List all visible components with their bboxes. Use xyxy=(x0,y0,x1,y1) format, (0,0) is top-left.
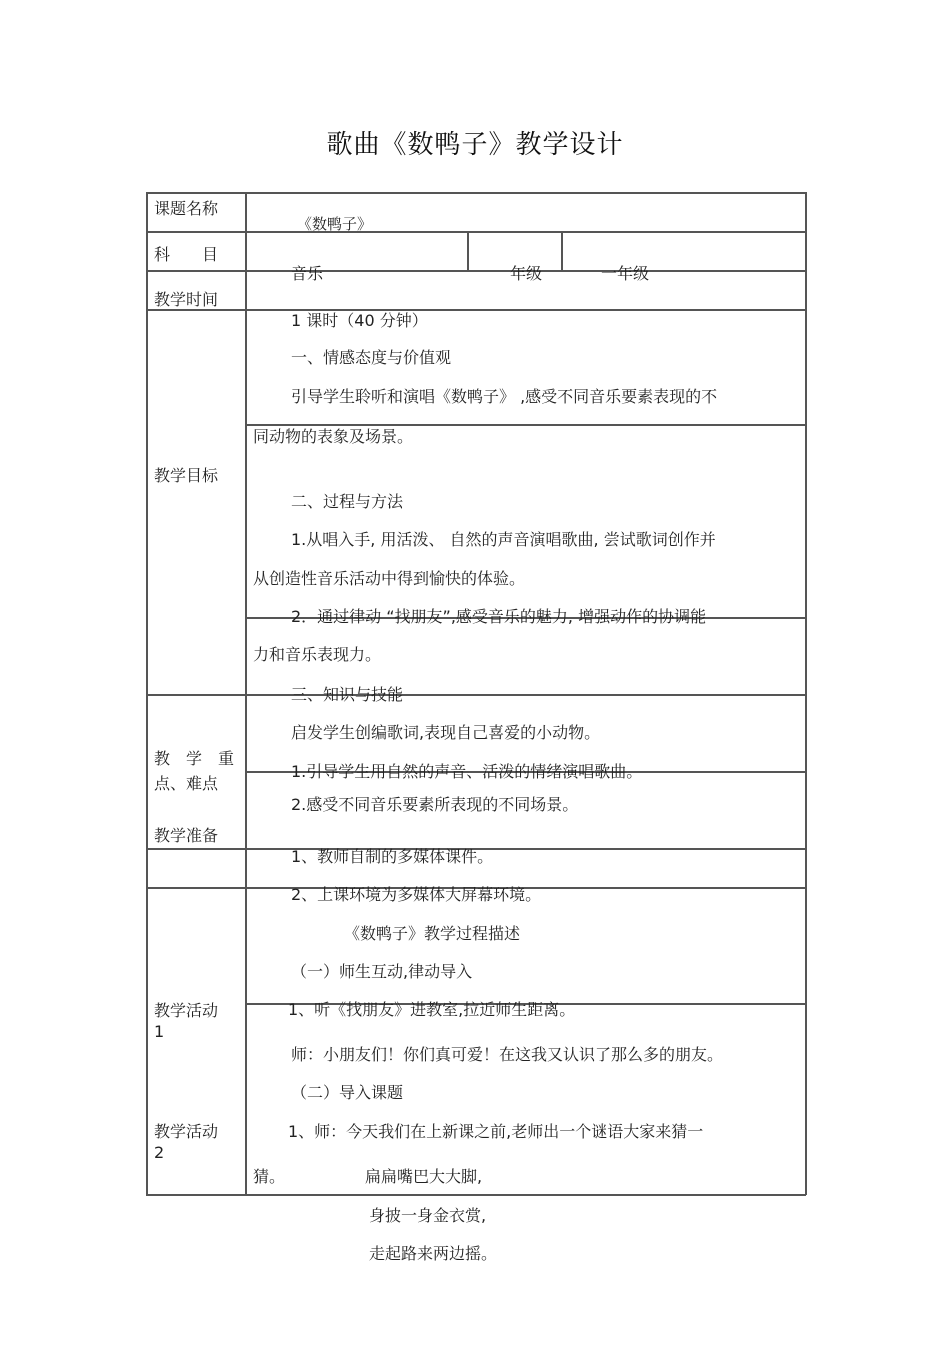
page-title: 歌曲《数鸭子》教学设计 xyxy=(326,130,624,160)
goal-text: 引导学生聆听和演唱《数鸭子》 ,感受不同音乐要素表现的不 xyxy=(291,387,718,406)
goal-text: 启发学生创编歌词,表现自己喜爱的小动物。 xyxy=(291,723,601,742)
course-name-value: 《数鸭子》 xyxy=(297,215,373,233)
riddle-line: 扁扁嘴巴大大脚, xyxy=(365,1167,483,1186)
goal-text: 力和音乐表现力。 xyxy=(253,645,382,664)
label-activity-1-num: 1 xyxy=(154,1022,165,1041)
process-text: 1、听《找朋友》进教室,拉近师生距离。 xyxy=(288,1000,576,1019)
prep-text: 2、上课环境为多媒体大屏幕环境。 xyxy=(291,885,542,904)
table-column-rule xyxy=(245,192,247,1195)
grade-label: 年级 xyxy=(510,264,543,283)
goal-text: 同动物的表象及场景。 xyxy=(253,427,414,446)
prep-text: 1、教师自制的多媒体课件。 xyxy=(291,847,494,866)
goal-text: 从创造性音乐活动中得到愉快的体验。 xyxy=(253,569,526,588)
subject-value: 音乐 xyxy=(291,264,324,283)
table-column-rule xyxy=(467,231,469,271)
goal-text: 2．通过律动 “找朋友”,感受音乐的魅力, 增强动作的协调能 xyxy=(291,607,707,626)
table-border-left xyxy=(146,192,148,1195)
key-point-text: 1.引导学生用自然的声音、活泼的情绪演唱歌曲。 xyxy=(291,762,643,781)
label-goals: 教学目标 xyxy=(154,466,219,485)
process-text: 猜。 xyxy=(253,1167,286,1186)
label-key-points: 教 学 重 xyxy=(154,749,235,768)
riddle-line: 走起路来两边摇。 xyxy=(369,1244,498,1263)
goal-heading-1: 一、情感态度与价值观 xyxy=(291,348,452,367)
time-value: 1 课时（40 分钟） xyxy=(291,311,428,330)
process-section: （二）导入课题 xyxy=(291,1083,404,1102)
process-section: （一）师生互动,律动导入 xyxy=(291,962,473,981)
label-time: 教学时间 xyxy=(154,290,219,309)
label-key-points-cont: 点、难点 xyxy=(154,774,219,793)
process-text: 1、师：今天我们在上新课之前,老师出一个谜语大家来猜一 xyxy=(288,1122,704,1141)
riddle-line: 身披一身金衣赏, xyxy=(369,1206,487,1225)
grade-value: 一年级 xyxy=(601,264,650,283)
label-activity-1: 教学活动 xyxy=(154,1001,219,1020)
goal-heading-3: 三、知识与技能 xyxy=(291,685,404,704)
goal-heading-2: 二、过程与方法 xyxy=(291,492,404,511)
process-text: 师：小朋友们！你们真可爱！在这我又认识了那么多的朋友。 xyxy=(291,1045,724,1064)
process-heading: 《数鸭子》教学过程描述 xyxy=(344,924,521,943)
table-column-rule xyxy=(561,231,563,271)
label-activity-2-num: 2 xyxy=(154,1143,165,1162)
label-subject: 科 目 xyxy=(154,245,219,264)
table-border-right xyxy=(805,192,807,1195)
label-course-name: 课题名称 xyxy=(154,199,219,218)
label-prep: 教学准备 xyxy=(154,826,219,845)
key-point-text: 2.感受不同音乐要素所表现的不同场景。 xyxy=(291,795,579,814)
label-activity-2: 教学活动 xyxy=(154,1122,219,1141)
goal-text: 1.从唱入手, 用活泼、 自然的声音演唱歌曲, 尝试歌词创作并 xyxy=(291,530,716,549)
